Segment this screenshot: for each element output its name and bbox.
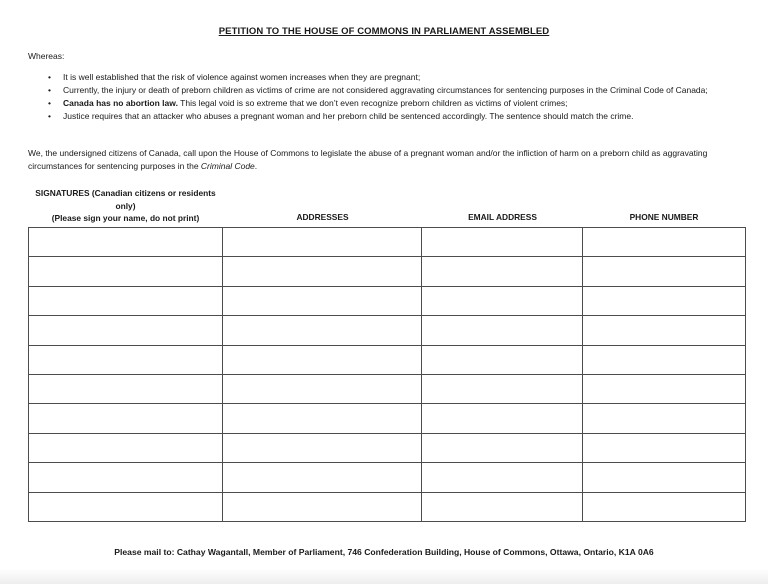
signature-cell[interactable] [422,463,583,492]
signature-cell[interactable] [29,433,223,462]
page-title: PETITION TO THE HOUSE OF COMMONS IN PARLIAMENT ASSEMBLED [218,26,550,37]
signature-cell[interactable] [583,463,746,492]
bullet-icon: • [48,111,51,121]
whereas-bullet-list [48,71,732,123]
signature-cell[interactable] [583,228,746,257]
phone-column-header: PHONE NUMBER [629,212,699,222]
signature-cell[interactable] [583,492,746,521]
signature-cell[interactable] [422,345,583,374]
petition-bullet [48,84,732,97]
signature-cell[interactable] [583,257,746,286]
signature-cell[interactable] [223,433,422,462]
signature-cell[interactable] [29,286,223,315]
petition-bullet [48,110,732,123]
signature-cell[interactable] [422,286,583,315]
table-row [29,257,746,286]
petition-bullet [48,71,732,84]
table-row [29,404,746,433]
signature-cell[interactable] [583,316,746,345]
bullet-lead: Canada has no abortion law. [63,98,178,108]
signature-cell[interactable] [422,492,583,521]
signature-cell[interactable] [422,374,583,403]
petition-bullet [48,97,732,110]
signature-cell[interactable] [223,463,422,492]
table-row [29,286,746,315]
table-row [29,463,746,492]
mail-instruction: Please mail to: Cathay Wagantall, Member of Parliament, 746 Confederation Building, House of Commons, Ottawa, Ontario, K1A 0A6 [114,547,654,557]
signatures-header-line3: (Please sign your name, do not print) [51,213,200,224]
signature-cell[interactable] [29,374,223,403]
page-edge-shadow [0,568,768,584]
signature-cell[interactable] [422,433,583,462]
signature-cell[interactable] [223,492,422,521]
addresses-column-header: ADDRESSES [296,212,349,222]
table-row [29,228,746,257]
signatures-column-header [28,187,223,225]
bullet-icon: • [48,72,51,82]
bullet-icon: • [48,85,51,95]
signature-cell[interactable] [223,345,422,374]
bullet-text: This legal void is so extreme that we don’t even recognize preborn children as victims of violent crimes; [177,98,568,108]
signature-cell[interactable] [29,257,223,286]
table-row [29,316,746,345]
bullet-icon: • [48,98,51,108]
signature-cell[interactable] [223,374,422,403]
signature-cell[interactable] [29,316,223,345]
petition-clause [28,147,744,173]
signature-cell[interactable] [223,228,422,257]
clause-suffix: . [254,161,258,171]
signature-cell[interactable] [583,374,746,403]
signature-cell[interactable] [29,228,223,257]
signatures-header-line1: SIGNATURES (Canadian citizens or residents [35,188,216,198]
signature-cell[interactable] [422,404,583,433]
signature-cell[interactable] [29,345,223,374]
table-row [29,492,746,521]
signature-cell[interactable] [422,228,583,257]
signature-cell[interactable] [583,345,746,374]
signature-cell[interactable] [223,286,422,315]
signature-cell[interactable] [29,404,223,433]
bullet-text: It is well established that the risk of violence against women increases when they are pregnant; [63,72,421,82]
signature-cell[interactable] [29,463,223,492]
bullet-text: Justice requires that an attacker who abuses a pregnant woman and her preborn child be sentenced accordingly. The sentence should match the crime. [63,111,634,121]
signature-cell[interactable] [29,492,223,521]
signature-cell[interactable] [583,433,746,462]
bullet-text: Currently, the injury or death of preborn children as victims of crime are not considered aggravating circumstances for sentencing purposes in the Criminal Code of Canada; [63,85,708,95]
signature-cell[interactable] [422,316,583,345]
signature-cell[interactable] [223,316,422,345]
signature-cell[interactable] [583,286,746,315]
whereas-label: Whereas: [28,51,65,61]
signatures-header-line2: only) [115,200,136,211]
signature-table [28,227,746,522]
email-column-header: EMAIL ADDRESS [468,212,537,222]
clause-text: We, the undersigned citizens of Canada, call upon the House of Commons to legislate the abuse of a pregnant woman and/or the infliction of harm on a preborn child as aggravating circumstances for sentencing purposes in the [28,148,708,171]
signature-cell[interactable] [583,404,746,433]
signature-cell[interactable] [422,257,583,286]
signature-cell[interactable] [223,404,422,433]
table-row [29,345,746,374]
table-row [29,433,746,462]
signature-cell[interactable] [223,257,422,286]
table-row [29,374,746,403]
clause-italic-text: Criminal Code [200,161,255,171]
